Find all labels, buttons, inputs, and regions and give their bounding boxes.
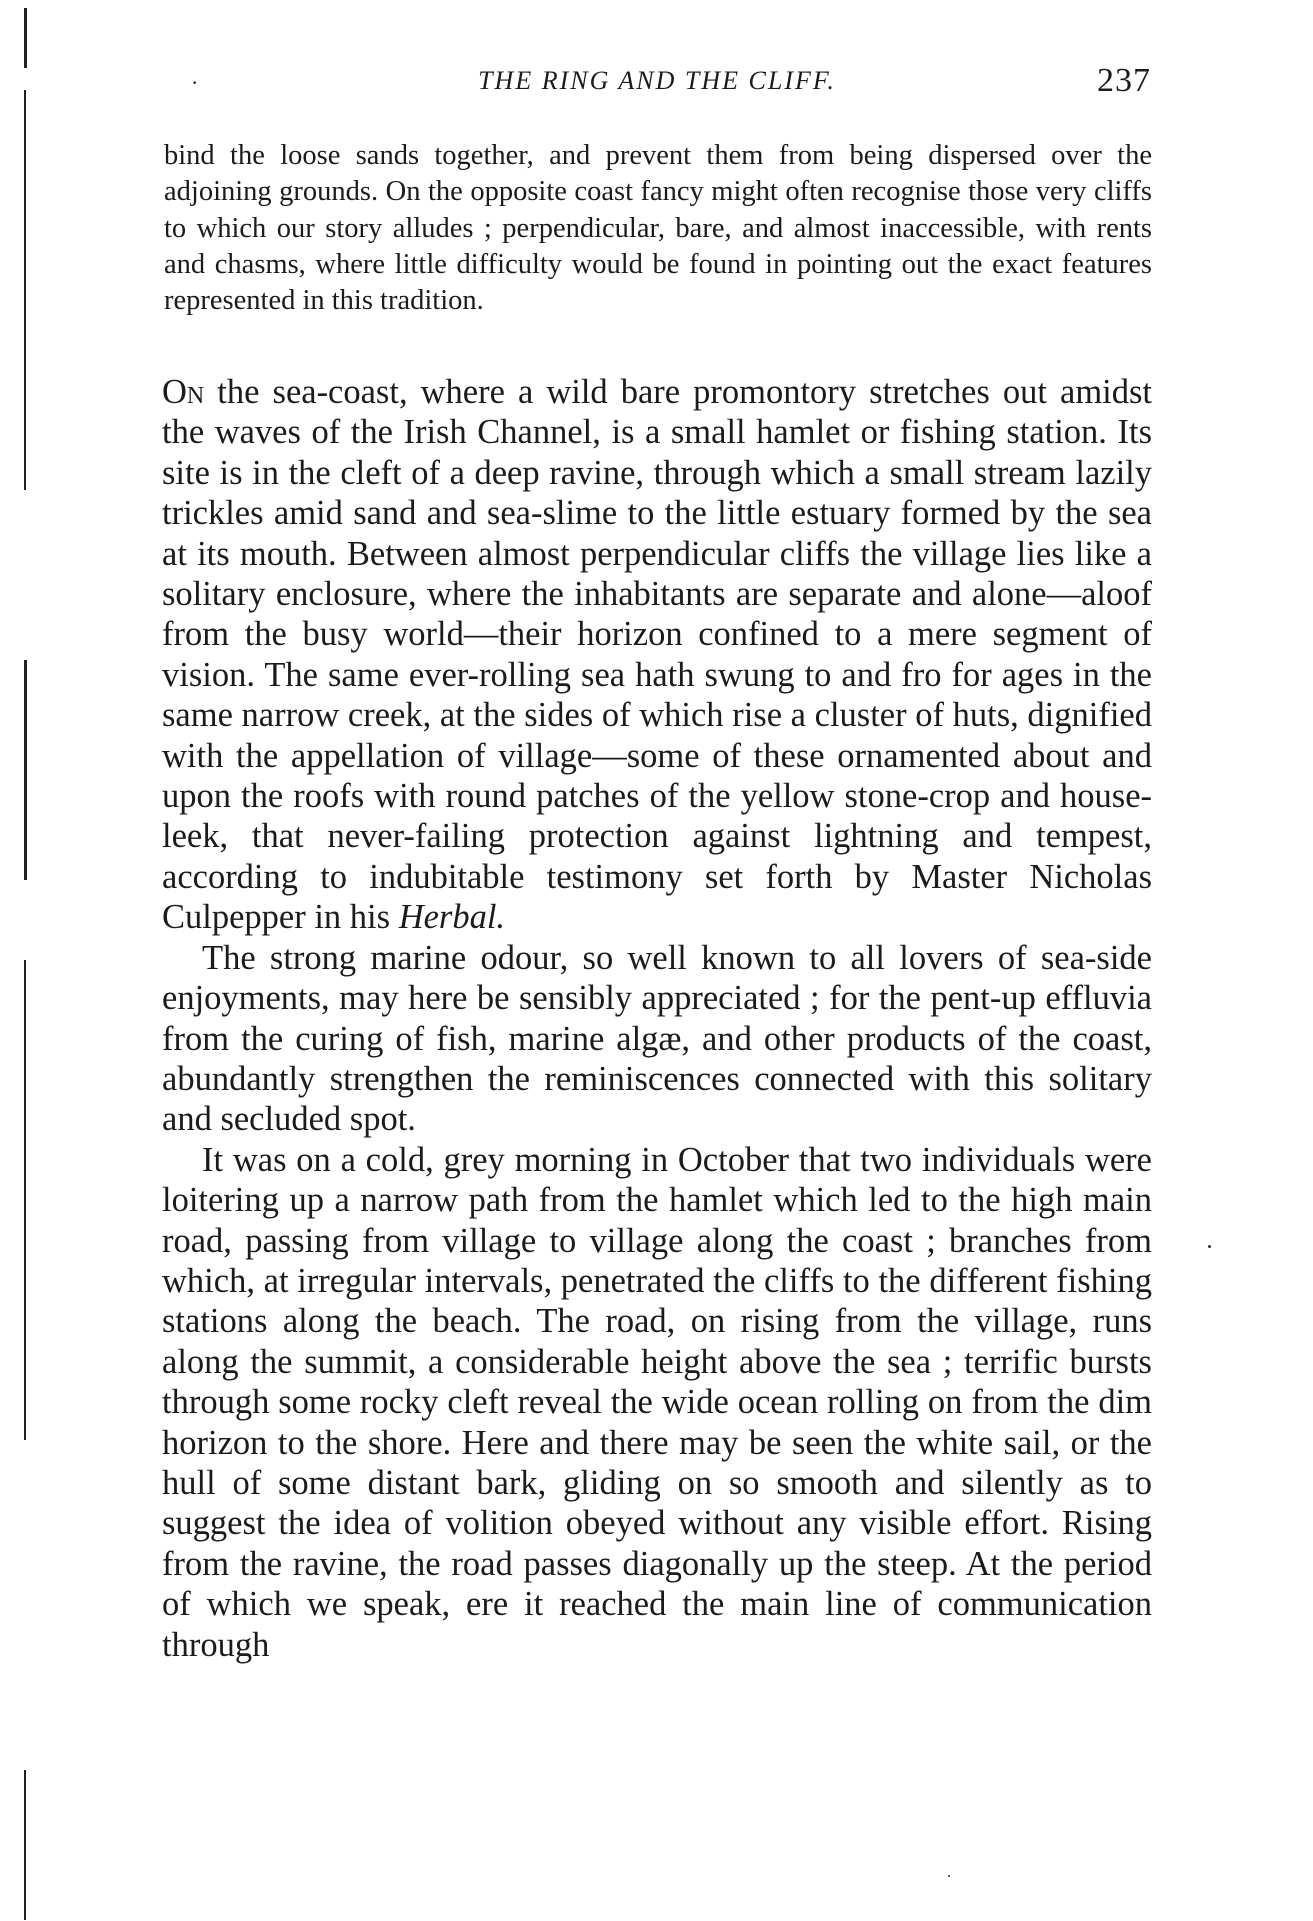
running-head [163,62,1151,106]
header-marker: · [191,70,201,95]
story-paragraph-3: It was on a cold, grey morning in October that two individuals were loitering up a narrow path from the hamlet which led to the high main road, passing from village to village along the coast ; branches from which, at irregular intervals, penetrated the cliffs to the different fishing stations along the beach. The road, on rising from the village, runs along the summit, a considerable height above the sea ; terrific bursts through some rocky cleft reveal the wide ocean rolling on from the dim horizon to the shore. Here and there may be seen the white sail, or the hull of some distant bark, gliding on so smooth and silently as to suggest the idea of volition obeyed without any visible effort. Rising from the ravine, the road passes diagonally up the steep. At the period of which we speak, ere it reached the main line of communication through [162,1140,1152,1664]
foot-speck [948,1875,950,1877]
story-body [162,372,1152,1665]
paragraph-1-text: the sea-coast, where a wild bare promontory stretches out amidst the waves of the Irish Channel, is a small hamlet or fishing station. Its site is in the cleft of a deep ravine, through which a small stream lazily trickles amid sand and sea-slime to the little estuary formed by the sea at its mouth. Between almost perpendicular cliffs the village lies like a solitary enclosure, where the inhabitants are separate and alone—aloof from the busy world—their horizon confined to a mere segment of vision. The same ever-rolling sea hath swung to and fro for ages in the same narrow creek, at the sides of which rise a cluster of huts, dignified with the appellation of village—some of these ornamented about and upon the roofs with round patches of the yellow stone-crop and house-leek, that never-failing protection against lightning and tempest, according to indubitable testimony set forth by Master Nicholas Culpepper in his [162,373,1152,937]
opening-word: On [162,373,205,411]
binding-edge [22,0,28,1921]
running-title: THE RING AND THE CLIFF. [478,66,836,95]
binding-mark [24,660,27,880]
story-paragraph-2: The strong marine odour, so well known to all lovers of sea-side enjoyments, may here be sensibly appreciated ; for the pent-up effluvia from the curing of fish, marine algæ, and other products of the coast, abundantly strengthen the reminiscences connected with this solitary and secluded spot. [162,938,1152,1139]
story-paragraph-1 [162,372,1152,938]
book-title-herbal: Herbal. [398,898,506,937]
page-number: 237 [1097,62,1151,99]
binding-mark [24,90,26,490]
binding-mark [24,1770,26,1920]
margin-speck [1208,1245,1211,1248]
binding-mark [24,8,27,68]
preface-paragraph: bind the loose sands together, and prevent them from being dispersed over the adjoining grounds. On the opposite coast fancy might often recognise those very cliffs to which our story alludes ; perpendicular, bare, and almost inaccessible, with rents and chasms, where little difficulty would be found in pointing out the exact features represented in this tradition. [164,140,1152,317]
binding-mark [24,960,26,1440]
